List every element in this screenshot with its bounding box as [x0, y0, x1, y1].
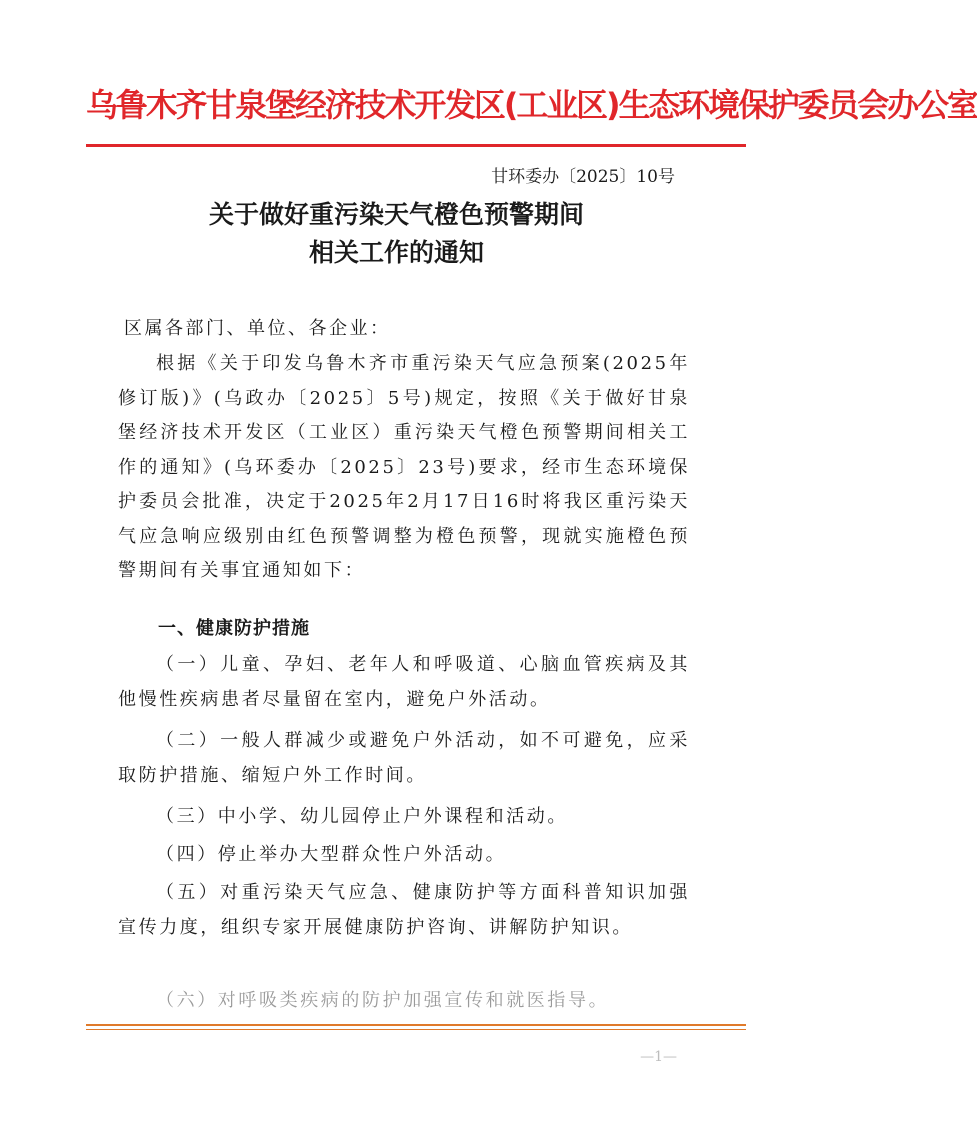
measure-item-3: （三）中小学、幼儿园停止户外课程和活动。	[156, 806, 568, 827]
footer-rule-thick	[86, 1024, 746, 1026]
document-number: 甘环委办〔2025〕10号	[491, 167, 675, 187]
document-title-line-2: 相关工作的通知	[308, 238, 484, 267]
salutation: 区属各部门、单位、各企业：	[124, 318, 391, 339]
document-title-line-1: 关于做好重污染天气橙色预警期间	[208, 200, 584, 229]
page-number: —1—	[640, 1049, 677, 1065]
header-red-rule	[86, 144, 746, 147]
intro-paragraph: 根据《关于印发乌鲁木齐市重污染天气应急预案(2025年修订版)》(乌政办〔2025〕5号)规定，按照《关于做好甘泉堡经济技术开发区（工业区）重污染天气橙色预警期间相关工作的通知》(乌环委办〔2025〕23号)要求，经市生态环境保护委员会批准，决定于2025年2月17日16时将我区重污染天气应急响应级别由红色预警调整为橙色预警，现就实施橙色预警期间有关事宜通知如下：	[118, 353, 690, 581]
measure-item-2: （二）一般人群减少或避免户外活动，如不可避免，应采取防护措施、缩短户外工作时间。	[118, 730, 690, 786]
footer-rule-thin	[86, 1029, 746, 1030]
issuing-office-header: 乌鲁木齐甘泉堡经济技术开发区(工业区)生态环境保护委员会办公室	[86, 86, 977, 124]
measure-item-4: （四）停止举办大型群众性户外活动。	[156, 844, 507, 865]
measure-item-1: （一）儿童、孕妇、老年人和呼吸道、心脑血管疾病及其他慢性疾病患者尽量留在室内，避免户外活动。	[118, 654, 690, 710]
measure-item-5: （五）对重污染天气应急、健康防护等方面科普知识加强宣传力度，组织专家开展健康防护咨询、讲解防护知识。	[118, 882, 690, 938]
measure-item-6: （六）对呼吸类疾病的防护加强宣传和就医指导。	[156, 990, 610, 1011]
section-heading-health-protection: 一、健康防护措施	[158, 618, 310, 639]
